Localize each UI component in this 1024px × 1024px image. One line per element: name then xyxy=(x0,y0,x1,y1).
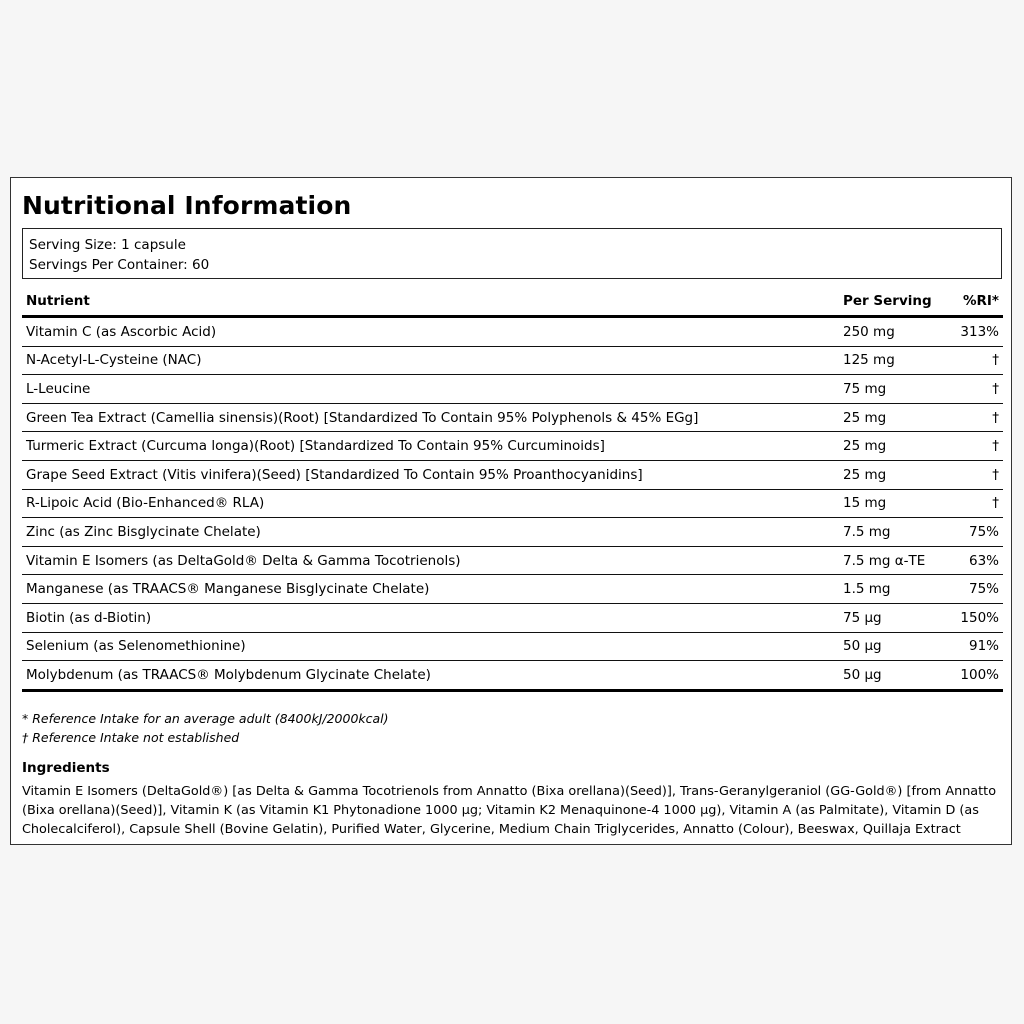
header-ri: %RI* xyxy=(962,293,999,309)
nutrient-amount: 75 mg xyxy=(843,380,887,397)
table-header xyxy=(22,287,1003,318)
nutrient-table xyxy=(22,287,1003,692)
table-row xyxy=(22,490,1003,519)
table-row xyxy=(22,547,1003,576)
table-row xyxy=(22,318,1003,347)
nutrient-ri: 150% xyxy=(960,609,999,626)
footnotes xyxy=(22,709,389,747)
table-row xyxy=(22,461,1003,490)
nutrient-name: Green Tea Extract (Camellia sinensis)(Root) [Standardized To Contain 95% Polyphenols & 45% EGg] xyxy=(26,409,699,426)
nutrient-ri: 75% xyxy=(968,523,999,540)
nutrient-name: Grape Seed Extract (Vitis vinifera)(Seed) [Standardized To Contain 95% Proanthocyanidins] xyxy=(26,466,643,483)
nutrient-amount: 250 mg xyxy=(843,323,895,340)
serving-info-box xyxy=(22,228,1002,279)
nutrient-ri: 100% xyxy=(960,666,999,683)
nutrient-amount: 50 µg xyxy=(843,666,882,683)
table-row xyxy=(22,347,1003,376)
nutrient-ri: 91% xyxy=(968,638,999,655)
nutrient-amount: 50 µg xyxy=(843,638,882,655)
serving-size: Serving Size: 1 capsule xyxy=(29,237,186,253)
nutrient-amount: 15 mg xyxy=(843,495,887,512)
table-row xyxy=(22,661,1003,692)
nutrient-ri: † xyxy=(992,495,999,512)
nutrient-name: N-Acetyl-L-Cysteine (NAC) xyxy=(26,352,202,369)
footnote-not-established: † Reference Intake not established xyxy=(22,730,240,745)
ingredients-heading: Ingredients xyxy=(22,760,110,776)
header-nutrient: Nutrient xyxy=(26,293,90,309)
nutrient-amount: 7.5 mg xyxy=(843,523,891,540)
nutrient-ri: 313% xyxy=(960,323,999,340)
table-row xyxy=(22,575,1003,604)
nutrient-ri: † xyxy=(992,380,999,397)
table-row xyxy=(22,604,1003,633)
table-body xyxy=(22,318,1003,692)
nutrient-ri: 63% xyxy=(968,552,999,569)
nutrient-amount: 25 mg xyxy=(843,409,887,426)
nutrient-name: Zinc (as Zinc Bisglycinate Chelate) xyxy=(26,523,261,540)
table-row xyxy=(22,404,1003,433)
page-title: Nutritional Information xyxy=(22,191,352,220)
nutrient-ri: † xyxy=(992,438,999,455)
table-row xyxy=(22,633,1003,662)
nutrient-name: Molybdenum (as TRAACS® Molybdenum Glycinate Chelate) xyxy=(26,666,431,683)
nutrient-amount: 75 µg xyxy=(843,609,882,626)
nutrient-amount: 25 mg xyxy=(843,466,887,483)
nutrient-amount: 125 mg xyxy=(843,352,895,369)
nutrient-amount: 25 mg xyxy=(843,438,887,455)
nutrient-name: R-Lipoic Acid (Bio-Enhanced® RLA) xyxy=(26,495,265,512)
ingredients-text: Vitamin E Isomers (DeltaGold®) [as Delta & Gamma Tocotrienols from Annatto (Bixa orellana)(Seed)], Trans-Geranylgeraniol (GG-Gold®) [from Annatto (Bixa orellana)(Seed)], Vitamin K (as Vitamin K1 Phytonadione 1000 µg; Vitamin K2 Menaquinone-4 1000 µg), Vitamin A (as Palmitate), Vitamin D (as Cholecalciferol), Capsule Shell (Bovine Gelatin), Purified Water, Glycerine, Medium Chain Triglycerides, Annatto (Colour), Beeswax, Quillaja Extract xyxy=(22,784,997,837)
nutrient-name: Vitamin E Isomers (as DeltaGold® Delta & Gamma Tocotrienols) xyxy=(26,552,461,569)
nutrition-panel xyxy=(10,177,1012,845)
table-row xyxy=(22,518,1003,547)
nutrient-name: Vitamin C (as Ascorbic Acid) xyxy=(26,323,217,340)
nutrient-amount: 7.5 mg α-TE xyxy=(843,552,926,569)
nutrient-name: L-Leucine xyxy=(26,380,91,397)
nutrient-name: Manganese (as TRAACS® Manganese Bisglycinate Chelate) xyxy=(26,581,430,598)
header-per-serving: Per Serving xyxy=(843,293,932,309)
nutrient-amount: 1.5 mg xyxy=(843,581,891,598)
nutrient-name: Turmeric Extract (Curcuma longa)(Root) [Standardized To Contain 95% Curcuminoids] xyxy=(26,438,605,455)
nutrient-ri: † xyxy=(992,466,999,483)
nutrient-name: Selenium (as Selenomethionine) xyxy=(26,638,246,655)
nutrient-ri: † xyxy=(992,409,999,426)
table-row xyxy=(22,432,1003,461)
footnote-reference-intake: * Reference Intake for an average adult (8400kJ/2000kcal) xyxy=(22,711,389,726)
servings-per-container: Servings Per Container: 60 xyxy=(29,257,210,273)
nutrient-ri: 75% xyxy=(968,581,999,598)
table-row xyxy=(22,375,1003,404)
nutrient-ri: † xyxy=(992,352,999,369)
nutrient-name: Biotin (as d-Biotin) xyxy=(26,609,152,626)
